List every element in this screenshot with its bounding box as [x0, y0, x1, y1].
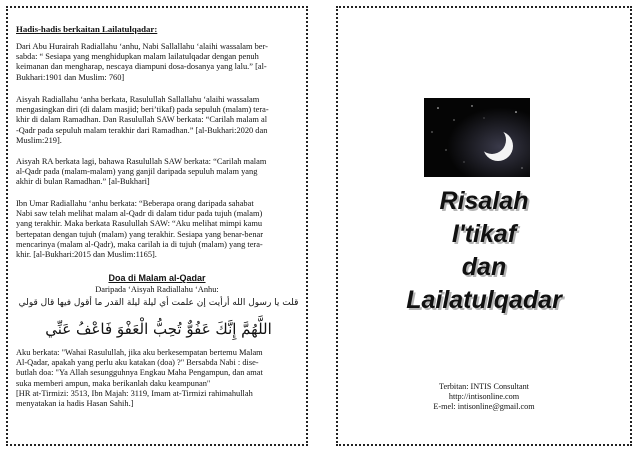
hadith-2: Aisyah Radiallahu ‘anha berkata, Rasulullah Sallallahu ‘alaihi wassalam mengasingkan diri (di dalam masjid; beri’tikaf) pada sepuluh (malam) tera- khir di dalam Ramadhan. Dan Rasulullah SAW berkata: “Carilah malam al -Qadr pada sepuluh malam terakhir dari Ramadhan.” [al-Bukhari:2020 dan Muslim:219]. [16, 95, 269, 145]
hadith-heading: Hadis-hadis berkaitan Lailatulqadar: [16, 24, 158, 34]
doa-translation: Aku berkata: "Wahai Rasulullah, jika aku berkesempatan bertemu Malam Al-Qadar, apakah yang perlu aku katakan (doa) ?" Bersabda Nabi : dise- butlah doa: "Ya Allah sesungguhnya Engkau Maha Pengampun, dan amat suka memberi ampun, maka berikanlah daku keampunan" [HR at-Tirmizi: 3513, Ibn Majah: 3119, Imam at-Tirmizi rahimahullah menyatakan ia hadis Hasan Sahih.] [16, 348, 263, 409]
title-dan: dan [461, 253, 507, 281]
title-itikaf: I'tikaf [451, 220, 517, 248]
arabic-question: قلت يا رسول الله أرأيت إن علمت أي ليلة ليلة القدر ما أقول فيها قال قولي [18, 298, 299, 308]
doa-source: Daripada ‘Aisyah Radiallahu ‘Anhu: [95, 285, 219, 294]
hadith-3: Aisyah RA berkata lagi, bahawa Rasulullah SAW berkata: “Carilah malam al-Qadr pada (malam-malam) yang ganjil daripada sepuluh malam yang akhir di bulan Ramadhan.” [al-Bukhari] [16, 157, 267, 187]
crescent-moon-icon [424, 98, 530, 177]
email-link[interactable]: E-mel: intisonline@gmail.com [433, 402, 535, 411]
hadith-4: Ibn Umar Radiallahu ‘anhu berkata: “Beberapa orang daripada sahabat Nabi saw telah melihat malam al-Qadr di dalam tidur pada tujuh (malam) yang terakhir. Maka berkata Rasulullah SAW: “Aku melihat mimpi kamu bertepatan dengan tujuh (malam) yang terakhir. Sesiapa yang benar-benar mencarinya (malam al-Qadr), maka carilah ia di tujuh (malam) yang tera- khir. [al-Bukhari:2015 dan Muslim:1165]. [16, 199, 264, 260]
title-risalah: Risalah [439, 187, 529, 215]
arabic-prayer: اللَّهُمَّ إِنَّكَ عَفُوٌّ تُحِبُّ الْعَفْوَ فَاعْفُ عَنِّي [45, 320, 272, 338]
title-lailatulqadar: Lailatulqadar [406, 286, 562, 314]
publisher-credit: Terbitan: INTIS Consultant [439, 382, 529, 391]
doa-title: Doa di Malam al-Qadar [108, 273, 206, 283]
website-link[interactable]: http://intisonline.com [448, 392, 520, 401]
hadith-1: Dari Abu Hurairah Radiallahu ‘anhu, Nabi Sallallahu ‘alaihi wassalam ber- sabda: “ Sesiapa yang menghidupkan malam lailatulqadar dengan penuh keimanan dan mengharap, nescaya diampuni dosa-dosanya yang lalu.” [al- Bukhari:1901 dan Muslim: 760] [16, 42, 268, 82]
crescent-moon-image [424, 98, 530, 177]
